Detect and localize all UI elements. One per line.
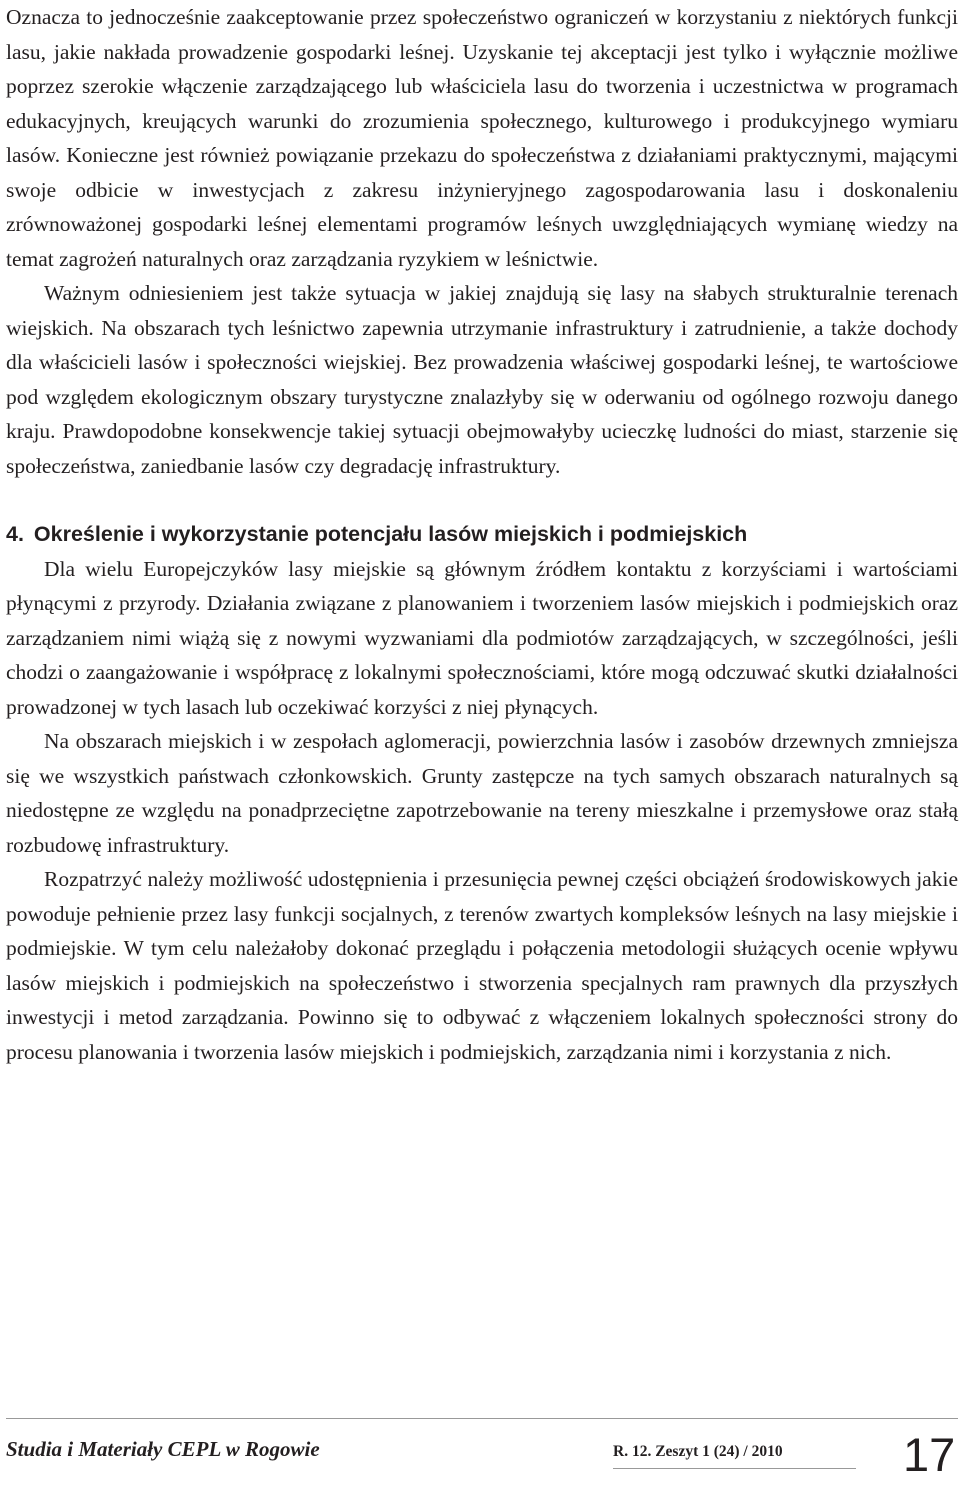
- journal-volume: R. 12. Zeszyt 1 (24) / 2010: [613, 1443, 783, 1460]
- section-title: Określenie i wykorzystanie potencjału lasów miejskich i podmiejskich: [33, 522, 748, 546]
- paragraph: Ważnym odniesieniem jest także sytuacja w jakiej znajdują się lasy na słabych strukturalnie terenach wiejskich. Na obszarach tych leśnictwo zapewnia utrzymanie infrastruktury i zatrudnienie, a także dochody dla właścicieli lasów i społeczności wiejskiej. Bez prowadzenia właściwej gospodarki leśnej, te wartościowe pod względem ekologicznym obszary turystyczne znalazłyby się w oderwaniu od ogólnego rozwoju danego kraju. Prawdopodobne konsekwencje takiej sytuacji obejmowałyby ucieczkę ludności do miast, starzenie się społeczeństwa, zaniedbanie lasów czy degradację infrastruktury.: [6, 281, 958, 478]
- paragraph: Dla wielu Europejczyków lasy miejskie są głównym źródłem kontaktu z korzyściami i wartościami płynącymi z przyrody. Działania związane z planowaniem i tworzeniem lasów miejskich i podmiejskich oraz zarządzaniem nimi wiążą się z nowymi wyzwaniami dla podmiotów zarządzających, w szczególności, jeśli chodzi o zaangażowanie i współpracę z lokalnymi społecznościami, które mogą odczuwać skutki działalności prowadzonej w tych lasach lub oczekiwać korzyści z niej płynących.: [6, 556, 958, 719]
- paragraph: Oznacza to jednocześnie zaakceptowanie przez społeczeństwo ograniczeń w korzystaniu z niektórych funkcji lasu, jakie nakłada prowadzenie gospodarki leśnej. Uzyskanie tej akceptacji jest tylko i wyłącznie możliwe poprzez szerokie włączenie zarządzającego lub właściciela lasu do tworzenia i uczestnictwa w programach edukacyjnych, kreujących warunki do zrozumienia społecznego, kulturowego i produkcyjnego wymiaru lasów. Konieczne jest również powiązanie przekazu do społeczeństwa z działaniami praktycznymi, mającymi swoje odbicie w inwestycjach z zakresu inżynieryjnego zagospodarowania lasu i doskonaleniu zrównoważonej gospodarki leśnej elementami programów leśnych uwzględniających wymianę wiedzy na temat zagrożeń naturalnych oraz zarządzania ryzykiem w leśnictwie.: [6, 5, 958, 271]
- section-heading: [6, 517, 958, 552]
- section-number: 4.: [6, 522, 24, 546]
- journal-title: Studia i Materiały CEPL w Rogowie: [6, 1437, 320, 1461]
- page-body: [6, 0, 958, 1069]
- paragraph: Rozpatrzyć należy możliwość udostępnienia i przesunięcia pewnej części obciążeń środowiskowych jakie powoduje pełnienie przez lasy funkcji socjalnych, z terenów zwartych kompleksów leśnych na lasy miejskie i podmiejskie. W tym celu należałoby dokonać przeglądu i połączenia metodologii służących ocenie wpływu lasów miejskich i podmiejskich na społeczeństwo i stworzenia specjalnych ram prawnych dla przyszłych inwestycji i metod zarządzania. Powinno się to odbywać z włączeniem lokalnych społeczności strony do procesu planowania i tworzenia lasów miejskich i podmiejskich, zarządzania nimi i korzystania z nich.: [6, 867, 958, 1064]
- page-number: 17: [903, 1428, 956, 1481]
- volume-underline: [613, 1468, 856, 1469]
- paragraph: Na obszarach miejskich i w zespołach aglomeracji, powierzchnia lasów i zasobów drzewnych zmniejsza się we wszystkich państwach członkowskich. Grunty zastępcze na tych samych obszarach naturalnych są niedostępne ze względu na ponadprzeciętne zapotrzebowanie na tereny mieszkalne i przemysłowe oraz stałą rozbudowę infrastruktury.: [6, 729, 958, 857]
- section-gap: [6, 483, 958, 517]
- footer-divider: [6, 1418, 958, 1419]
